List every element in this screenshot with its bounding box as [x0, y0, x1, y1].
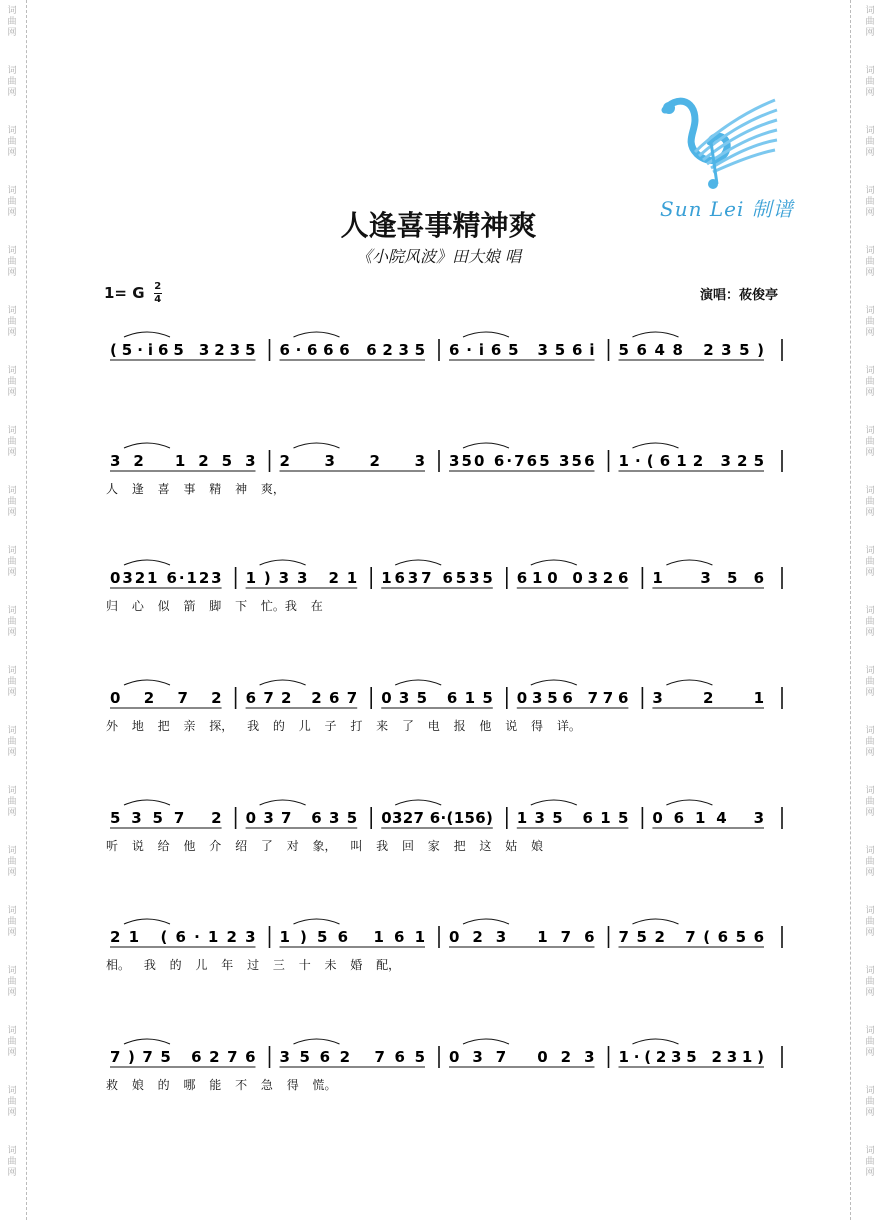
slur-mark	[124, 443, 170, 448]
lyric-line: 相。 我 的 儿 年 过 三 十 未 婚 配，	[106, 958, 401, 972]
measure-notes: 035 615	[381, 689, 493, 707]
measure-notes: 32 1253	[110, 452, 256, 470]
watermark-text: 词 曲 网	[7, 1146, 17, 1178]
watermark-text: 词 曲 网	[7, 426, 17, 458]
slur-mark	[666, 800, 712, 805]
slur-mark	[124, 919, 170, 924]
slur-mark	[294, 919, 340, 924]
slur-mark	[124, 1039, 170, 1044]
watermark-text: 词 曲 网	[865, 546, 875, 578]
singer-credit: 演唱：莜俊亭	[700, 288, 779, 303]
measure-notes: 1)56 161	[279, 928, 425, 946]
slur-mark	[633, 1039, 679, 1044]
watermark-text: 词 曲 网	[865, 966, 875, 998]
watermark-text: 词 曲 网	[7, 6, 17, 38]
lyric-line: 救 娘 的 哪 能 不 急 得 慌。	[106, 1078, 337, 1092]
watermark-text: 词 曲 网	[865, 186, 875, 218]
lyric-line: 归 心 似 箭 脚 下 忙。我 在	[106, 599, 323, 613]
watermark-text: 词 曲 网	[7, 306, 17, 338]
slur-mark	[633, 443, 679, 448]
slur-mark	[463, 443, 509, 448]
measure-notes: 0272	[110, 689, 222, 707]
measure-notes: 1 356	[652, 569, 764, 587]
watermark-text: 词 曲 网	[865, 786, 875, 818]
slur-mark	[633, 919, 679, 924]
lyric-line: 外 地 把 亲 探， 我 的 儿 子 打 来 了 电 报 他 说 得 详。	[106, 719, 581, 733]
slur-mark	[633, 332, 679, 337]
watermark-text: 词 曲 网	[865, 126, 875, 158]
slur-mark	[463, 332, 509, 337]
watermark-text: 词 曲 网	[865, 906, 875, 938]
slur-mark	[531, 680, 577, 685]
watermark-text: 词 曲 网	[7, 1086, 17, 1118]
measure-notes: 2323	[279, 452, 425, 470]
watermark-text: 词 曲 网	[865, 606, 875, 638]
measure-notes: 023 176	[449, 928, 595, 946]
measure-notes: 3562 765	[279, 1048, 425, 1066]
key-text: 1= G	[104, 284, 145, 302]
measure-notes: 0321 6·123	[110, 569, 222, 587]
watermark-text: 词 曲 网	[7, 726, 17, 758]
watermark-text: 词 曲 网	[7, 546, 17, 578]
slur-mark	[531, 560, 577, 565]
watermark-text: 词 曲 网	[865, 246, 875, 278]
measure-notes: 21 (6·123	[110, 928, 256, 946]
slur-mark	[124, 560, 170, 565]
song-subtitle: 《小院风波》田大娘 唱	[355, 247, 522, 266]
measure-notes: 5357 2	[110, 809, 222, 827]
measure-notes: 321	[652, 689, 764, 707]
watermark-text: 词 曲 网	[865, 726, 875, 758]
measure-notes: 0356 776	[516, 689, 629, 707]
slur-mark	[260, 800, 306, 805]
slur-mark	[294, 443, 340, 448]
measure-notes: 1)33 21	[245, 569, 358, 587]
watermark-text: 词 曲 网	[7, 966, 17, 998]
watermark-text: 词 曲 网	[7, 906, 17, 938]
logo-text: Sun Lei 制谱	[660, 197, 794, 221]
measure-notes: 1·(235 231)	[618, 1048, 764, 1066]
measure-notes: 135 615	[516, 809, 629, 827]
time-top: 2	[154, 281, 162, 292]
watermark-text: 词 曲 网	[7, 126, 17, 158]
slur-mark	[666, 680, 712, 685]
slur-mark	[395, 560, 441, 565]
watermark-text: 词 曲 网	[865, 426, 875, 458]
slur-mark	[463, 1039, 509, 1044]
watermark-text: 词 曲 网	[865, 846, 875, 878]
measure-notes: 0327 6·(156)	[381, 809, 493, 827]
measure-notes: 037 635	[245, 809, 358, 827]
watermark-text: 词 曲 网	[865, 6, 875, 38]
measure-notes: (5·i̇65 3235	[110, 341, 256, 359]
measure-notes: 672 267	[245, 689, 358, 707]
watermark-text: 词 曲 网	[865, 486, 875, 518]
watermark-text: 词 曲 网	[865, 1146, 875, 1178]
watermark-text: 词 曲 网	[7, 486, 17, 518]
watermark-text: 词 曲 网	[7, 786, 17, 818]
watermark-text: 词 曲 网	[865, 1086, 875, 1118]
measure-notes: 1·(612 325	[618, 452, 764, 470]
slur-mark	[395, 800, 441, 805]
measure-notes: 037 023	[449, 1048, 595, 1066]
slur-mark	[124, 800, 170, 805]
slur-mark	[294, 332, 340, 337]
watermark-text: 词 曲 网	[7, 606, 17, 638]
measure-notes: 752 7(656	[618, 928, 764, 946]
slur-mark	[666, 560, 712, 565]
watermark-text: 词 曲 网	[7, 666, 17, 698]
measure-notes: 0614 3	[652, 809, 764, 827]
measure-notes: 7)75 6276	[110, 1048, 256, 1066]
watermark-text: 词 曲 网	[7, 1026, 17, 1058]
measure-notes: 610 0326	[516, 569, 629, 587]
watermark-text: 词 曲 网	[7, 246, 17, 278]
watermark-text: 词 曲 网	[865, 306, 875, 338]
watermark-text: 词 曲 网	[865, 1026, 875, 1058]
slur-mark	[260, 680, 306, 685]
lyric-line: 人 逢 喜 事 精 神 爽，	[106, 482, 285, 496]
slur-mark	[124, 680, 170, 685]
measure-notes: 5648 235)	[618, 341, 764, 359]
time-bottom: 4	[154, 294, 162, 305]
watermark-text: 词 曲 网	[865, 666, 875, 698]
slur-mark	[124, 332, 170, 337]
watermark-text: 词 曲 网	[7, 846, 17, 878]
song-title: 人逢喜事精神爽	[340, 209, 537, 242]
slur-mark	[260, 560, 306, 565]
watermark-text: 词 曲 网	[865, 366, 875, 398]
watermark-text: 词 曲 网	[865, 66, 875, 98]
measure-notes: 1637 6535	[381, 569, 493, 587]
lyric-line: 听 说 给 他 介 绍 了 对 象， 叫 我 回 家 把 这 姑 娘	[106, 839, 544, 853]
watermark-text: 词 曲 网	[7, 186, 17, 218]
slur-mark	[463, 919, 509, 924]
measure-notes: 6·i̇65 356i̇	[449, 341, 595, 359]
slur-mark	[294, 1039, 340, 1044]
watermark-text: 词 曲 网	[7, 66, 17, 98]
measure-notes: 6·666 6235	[279, 341, 425, 359]
slur-mark	[531, 800, 577, 805]
slur-mark	[395, 680, 441, 685]
watermark-text: 词 曲 网	[7, 366, 17, 398]
measure-notes: 350 6·765 356	[449, 452, 595, 470]
